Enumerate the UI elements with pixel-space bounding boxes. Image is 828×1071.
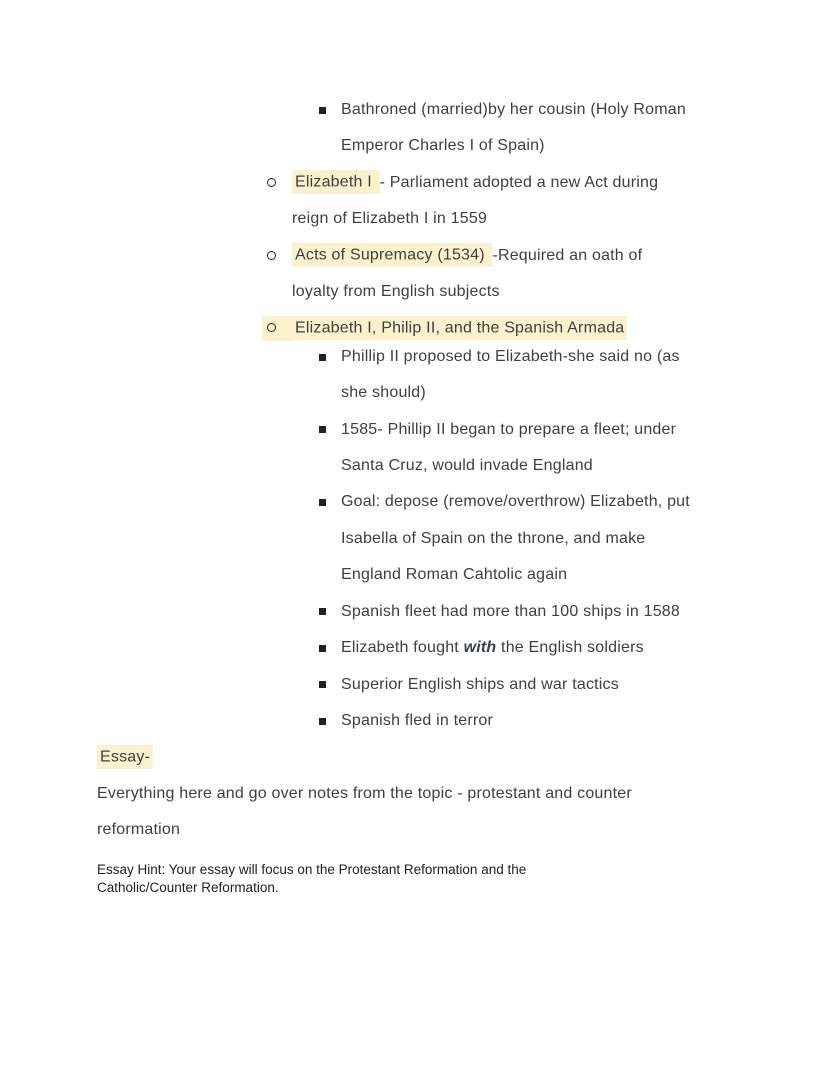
list-item [0, 165, 828, 238]
highlighted-text: Elizabeth I, Philip II, and the Spanish Armada [292, 316, 627, 340]
text-run: -Required an oath of [492, 246, 643, 264]
text-run: Everything here and go over notes from the topic - protestant and counter [97, 784, 632, 802]
text-run: England Roman Cahtolic again [341, 566, 568, 584]
circle-bullet-icon [267, 178, 276, 187]
paragraph [0, 776, 828, 849]
text-run: - Parliament adopted a new Act during [379, 173, 659, 191]
text-run: Spanish fled in terror [341, 711, 494, 729]
list-item [0, 594, 828, 630]
square-bullet-icon [319, 426, 326, 433]
paragraph [0, 739, 828, 775]
circle-bullet-icon [267, 251, 276, 260]
text-run: reign of Elizabeth I in 1559 [292, 210, 488, 228]
text-run: reformation [97, 821, 181, 839]
square-bullet-icon [319, 645, 326, 652]
list-item [0, 630, 828, 666]
text-run: with [463, 639, 497, 657]
highlighted-text: Essay- [97, 745, 153, 769]
essay-hint [0, 861, 828, 898]
text-run: Bathroned (married)by her cousin (Holy Roman [341, 101, 686, 118]
text-run: Essay Hint: Your essay will focus on the Protestant Reformation and the [97, 861, 527, 877]
list-item [0, 238, 828, 311]
document-content [0, 92, 828, 898]
text-run: Santa Cruz, would invade England [341, 457, 593, 475]
list-item [0, 667, 828, 703]
square-bullet-icon [319, 354, 326, 361]
text-run: Superior English ships and war tactics [341, 675, 619, 693]
text-run: Elizabeth fought [341, 639, 464, 657]
text-run: Phillip II proposed to Elizabeth-she said no (as [341, 347, 680, 365]
list-item [0, 703, 828, 739]
text-run: Emperor Charles I of Spain) [341, 137, 545, 155]
square-bullet-icon [319, 681, 326, 688]
text-run: Spanish fleet had more than 100 ships in 1588 [341, 602, 681, 620]
text-run: 1585- Phillip II began to prepare a fleet; under [341, 420, 677, 438]
text-run: Catholic/Counter Reformation. [97, 880, 279, 896]
list-item [0, 92, 828, 165]
text-run: Goal: depose (remove/overthrow) Elizabeth, put [341, 493, 690, 511]
list-item [0, 484, 828, 593]
list-item [0, 412, 828, 485]
highlighted-text: Acts of Supremacy (1534) [292, 243, 492, 267]
text-run: she should) [341, 384, 426, 402]
list-item [0, 339, 828, 412]
text-run: the English soldiers [496, 639, 644, 657]
square-bullet-icon [319, 499, 326, 506]
square-bullet-icon [319, 608, 326, 615]
text-run: Isabella of Spain on the throne, and make [341, 529, 646, 547]
text-run: loyalty from English subjects [292, 283, 500, 301]
highlighted-text: Elizabeth I [292, 170, 380, 194]
square-bullet-icon [319, 718, 326, 725]
square-bullet-icon [319, 107, 326, 114]
